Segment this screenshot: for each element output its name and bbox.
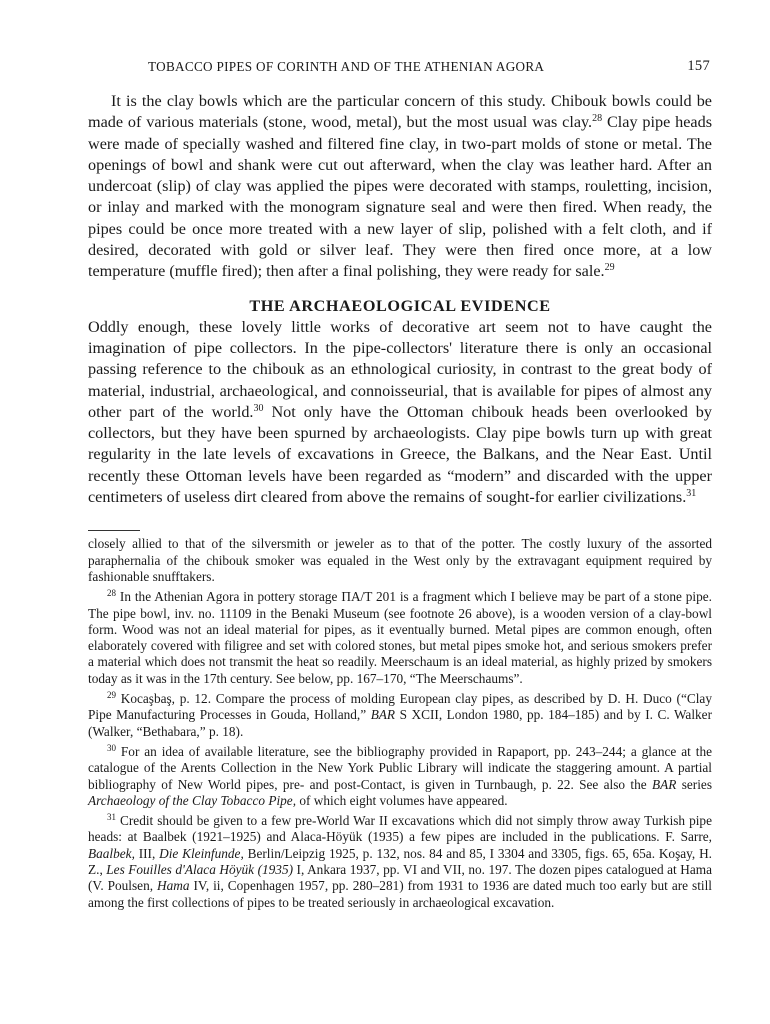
para1-text-b: Clay pipe heads were made of specially washed and filtered fine clay, in two-part molds of stone or metal. The openings of bowl and shank were cut out afterward, when the clay was leather hard. After an undercoat (slip) of clay was applied the pipes were decorated with stamps, rouletting, incision, or inlay and marked with the monogram signature seal and were then fired. When ready, the pipes could be once more treated with a new layer of slip, polished with a felt cloth, and if desired, decorated with gold or silver leaf. They were then fired once more, at a low temperature (muffle fired); then after a final polishing, they were ready for sale. [88, 113, 712, 281]
running-head [88, 57, 712, 79]
para2-text-a: Oddly enough, these lovely little works of decorative art seem not to have caught the imagination of pipe collectors. In the pipe-collectors' literature there is only an occasional passing reference to the chibouk as an ethnological curiosity, in contrast to the great body of material, industrial, archaeological, and connoisseurial, that is available for pipes of almost any other part of the world. [88, 317, 712, 421]
footnote-italic: BAR [652, 776, 677, 792]
footnote-28 [88, 589, 712, 687]
footnote-30 [88, 744, 712, 809]
footnote-number: 29 [107, 690, 116, 701]
footnote-italic: Baalbek, [88, 845, 135, 861]
footnote-text: Credit should be given to a few pre-World War II excavations which did not simply throw away Turkish pipe heads: at Baalbek (1921–1925) and Alaca-Höyük (1935) a few pipes are included in the publications. F. Sarre, [88, 813, 712, 845]
footnote-number: 30 [107, 742, 116, 753]
paragraph-archaeological-evidence [88, 317, 712, 509]
para1-text-a: It is the clay bowls which are the particular concern of this study. Chibouk bowls could be made of various materials (stone, wood, metal), but the most usual was clay. [88, 92, 712, 132]
page [88, 57, 712, 911]
footnote-text: of which eight volumes have appeared. [296, 792, 508, 808]
footnote-italic: BAR [370, 707, 396, 723]
footnote-text: In the Athenian Agora in pottery storage ΠΑ/T 201 is a fragment which I believe may be part of a stone pipe. The pipe bowl, inv. no. 11109 in the Benaki Museum (see footnote 26 above), is a wooden version of a clay-bowl form. Wood was not an ideal material for pipes, as it eventually burned. Metal pipes are common enough, often elaborately covered with filigree and set with colored stones, but metal pipes smoke hot, and serious smokers prefer a material which does not transmit the heat so readily. Meerschaum is an ideal material, as highly prized by smokers today as it was in the 17th century. See below, pp. 167–170, “The Meerschaums”. [88, 589, 712, 686]
footnote-text: Kocaşbaş, p. 12. Compare the process of molding European clay pipes, as described by D. H. Duco (“Clay Pipe Manufacturing Processes in Gouda, Holland,” [88, 691, 712, 723]
footnote-rule [88, 530, 140, 531]
footnote-text: For an idea of available literature, see the bibliography provided in Rapaport, pp. 243–244; a glance at the catalogue of the Arents Collection in the New York Public Library will indicate the staggering amount. A partial bibliography of New World pipes, pre- and post-Contact, is given in Turnbaugh, p. 22. See also the [88, 743, 712, 792]
footnote-italic: Hama [157, 878, 190, 894]
footnote-ref-30[interactable]: 30 [253, 402, 264, 414]
footnote-ref-28[interactable]: 28 [592, 113, 603, 125]
footnote-text: I, Ankara 1937, pp. VI and VII, no. 197. The dozen pipes catalogued at Hama (V. Poulsen, [88, 861, 712, 894]
footnote-31 [88, 813, 712, 911]
footnote-text: IV, ii, Copenhagen 1957, pp. 280–281) from 1931 to 1936 are dated much too early but are still among the first collections of pipes to be treated seriously in archaeological excavation. [88, 878, 712, 910]
footnote-number: 28 [107, 588, 116, 599]
footnote-italic: Les Fouilles d'Alaca Höyük (1935) [106, 861, 294, 877]
footnote-ref-29[interactable]: 29 [604, 262, 615, 274]
footnote-29 [88, 691, 712, 740]
footnote-ref-31[interactable]: 31 [686, 488, 697, 500]
footnote-italic: Archaeology of the Clay Tobacco Pipe, [88, 792, 297, 808]
section-heading: THE ARCHAEOLOGICAL EVIDENCE [249, 296, 551, 315]
footnote-text: Berlin/Leipzig 1925, p. 132, nos. 84 and 85, I 3304 and 3305, figs. 65, 65a. Koşay, H. Z., [88, 845, 712, 877]
footnote-italic: Die Kleinfunde, [159, 845, 244, 861]
footnote-text: III, [134, 845, 160, 861]
page-number: 157 [687, 58, 710, 74]
footnote-text: series [676, 776, 712, 792]
para2-text-b: Not only have the Ottoman chibouk heads been overlooked by collectors, but they have been spurned by archaeologists. Clay pipe bowls turn up with great regularity in the late levels of excavations in Greece, the Balkans, and the Near East. Until recently these Ottoman levels have been regarded as “modern” and discarded with the upper centimeters of useless dirt cleared from above the remains of sought-for earlier civilizations. [88, 402, 712, 507]
paragraph-clay-bowls [88, 91, 712, 283]
footnote-text: S XCII, London 1980, pp. 184–185) and by I. C. Walker (Walker, “Bethabara,” p. 18). [88, 707, 713, 739]
running-head-title: TOBACCO PIPES OF CORINTH AND OF THE ATHENIAN AGORA [148, 59, 545, 74]
footnote-number: 31 [107, 812, 116, 823]
footnote-continuation: closely allied to that of the silversmith or jeweler as to that of the potter. The costly luxury of the assorted paraphernalia of the chibouk smoker was equaled in the West only by the extravagant equipment required by fashionable snufftakers. [88, 536, 712, 584]
